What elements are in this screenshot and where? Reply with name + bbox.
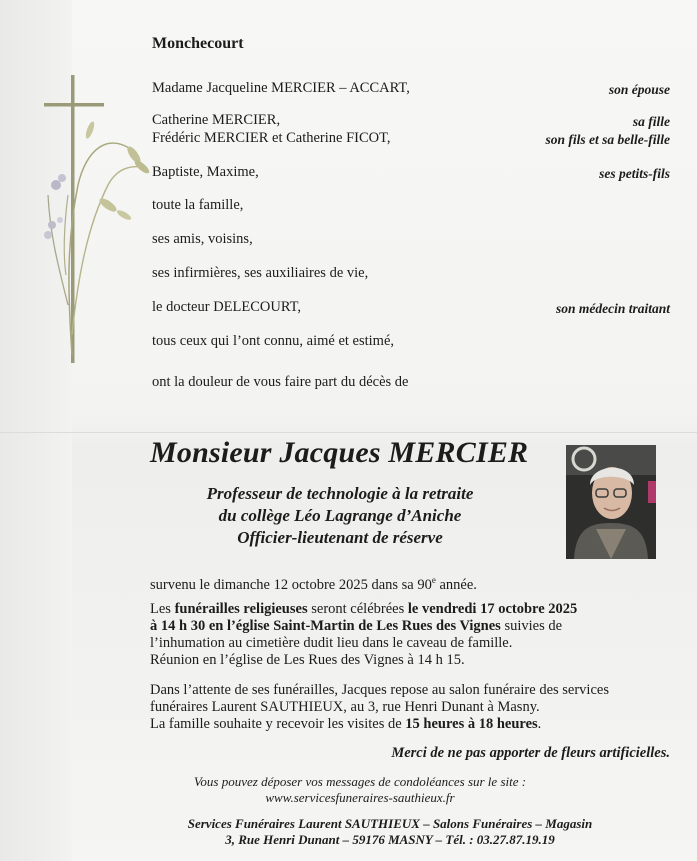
death-date-suffix: année. [435, 576, 477, 593]
family-name-4: Baptiste, Maxime, [152, 164, 259, 180]
wake-text-a: La famille souhaite y recevoir les visites de [150, 716, 406, 732]
funeral-line-2 [150, 618, 562, 635]
wake-line-1: Dans l’attente de ses funérailles, Jacques repose au salon funéraire des services [150, 682, 609, 698]
family-name-6: ses amis, voisins, [152, 231, 253, 247]
family-name-1: Madame Jacqueline MERCIER – ACCART, [152, 80, 410, 96]
fold-line [0, 432, 697, 433]
company-line-2: 3, Rue Henri Dunant – 59176 MASNY – Tél. : 03.27.87.19.19 [225, 832, 555, 847]
announcement: ont la douleur de vous faire part du décès de [152, 374, 409, 390]
funeral-text-c: seront célébrées [307, 601, 408, 617]
deceased-title-1: Professeur de technologie à la retraite [206, 484, 474, 503]
death-date-text: survenu le dimanche 12 octobre 2025 dans sa 90 [150, 576, 432, 593]
deceased-title-2: du collège Léo Lagrange d’Aniche [218, 506, 462, 525]
deceased-name: Monsieur Jacques MERCIER [150, 436, 529, 469]
deceased-title-3: Officier-lieutenant de réserve [237, 528, 443, 547]
family-name-5: toute la famille, [152, 197, 244, 213]
funeral-line-4: Réunion en l’église de Les Rues des Vignes à 14 h 15. [150, 652, 465, 668]
wake-line-3 [150, 716, 541, 733]
wake-line-2: funéraires Laurent SAUTHIEUX, au 3, rue Henri Dunant à Masny. [150, 699, 540, 715]
family-name-2: Catherine MERCIER, [152, 112, 281, 128]
funeral-line-1 [150, 601, 577, 618]
condolences-line-1: Vous pouvez déposer vos messages de condoléances sur le site : [193, 774, 527, 789]
town-heading: Monchecourt [152, 35, 244, 52]
funeral-text-f: suivies de [500, 618, 563, 634]
condolences-url[interactable]: www.servicesfuneraires-sauthieux.fr [265, 790, 455, 805]
family-role-4: ses petits-fils [599, 166, 670, 181]
portrait-photo [566, 445, 656, 559]
family-name-9: tous ceux qui l’ont connu, aimé et estimé, [152, 333, 395, 349]
cross-wheat-icon [38, 75, 153, 370]
family-role-2: sa fille [632, 114, 670, 129]
company-line-1: Services Funéraires Laurent SAUTHIEUX – Salons Funéraires – Magasin [187, 816, 593, 831]
family-name-8: le docteur DELECOURT, [152, 299, 302, 315]
family-role-1: son épouse [608, 82, 670, 97]
funeral-text-b: funérailles religieuses [174, 601, 308, 617]
family-name-7: ses infirmières, ses auxiliaires de vie, [152, 265, 369, 281]
funeral-text-a: Les [150, 601, 175, 617]
funeral-date: le vendredi 17 octobre 2025 [407, 601, 578, 617]
flowers-note: Merci de ne pas apporter de fleurs artificielles. [391, 745, 670, 761]
funeral-line-3: l’inhumation au cimetière dudit lieu dans le caveau de famille. [150, 635, 513, 651]
family-name-3: Frédéric MERCIER et Catherine FICOT, [152, 130, 391, 146]
family-role-8: son médecin traitant [555, 301, 670, 316]
wake-hours: 15 heures à 18 heures [405, 716, 538, 732]
family-role-3: son fils et sa belle-fille [545, 132, 670, 147]
wake-text-c: . [537, 716, 542, 732]
death-date-sup: e [431, 575, 436, 585]
death-date [150, 572, 477, 594]
funeral-place: à 14 h 30 en l’église Saint-Martin de Les Rues des Vignes [150, 618, 501, 634]
